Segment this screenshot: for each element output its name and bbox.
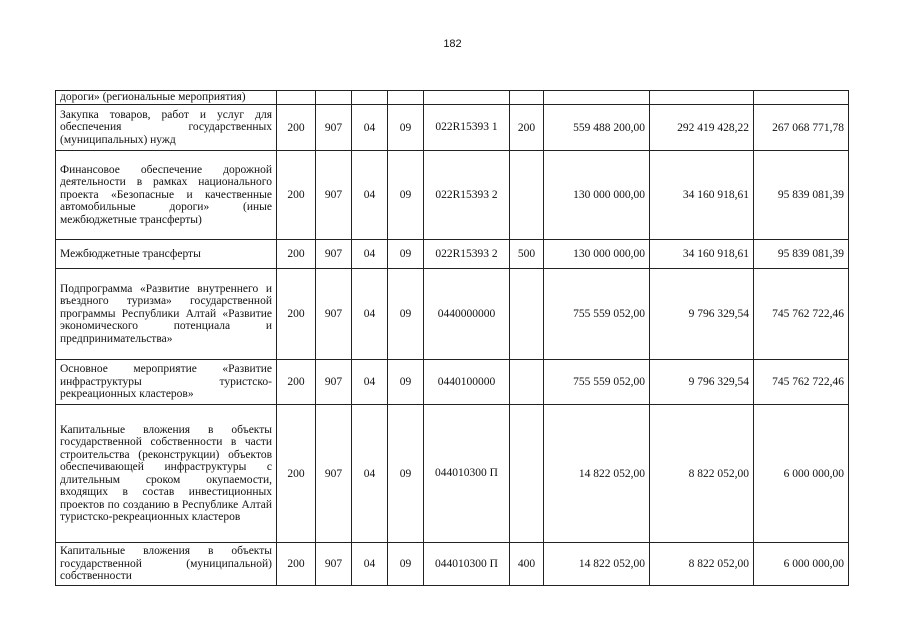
cell-glava: 200 [277,105,316,151]
table-row [56,269,849,360]
cell-sum3: 6 000 000,00 [754,543,849,586]
table-row [56,405,849,543]
cell-rz: 04 [352,543,388,586]
row-name: дороги» (региональные мероприятия) [56,91,277,105]
cell-csr: 0440000000 [424,269,510,360]
cell-vr [510,405,544,543]
cell-code: 907 [316,105,352,151]
cell-glava: 200 [277,543,316,586]
cell-code: 907 [316,360,352,405]
page-number: 182 [443,38,462,50]
cell-rz [352,91,388,105]
cell-vr [510,269,544,360]
cell-vr [510,91,544,105]
row-name: Подпрограмма «Развитие внутреннего и въездного туризма» государственной программы Республики Алтай «Развитие экономического потенциала и предпринимательства» [56,269,277,360]
cell-sum1: 130 000 000,00 [544,151,650,240]
cell-sum3 [754,91,849,105]
cell-csr: 044010300 П [424,543,510,586]
cell-glava: 200 [277,360,316,405]
cell-glava: 200 [277,151,316,240]
cell-code: 907 [316,405,352,543]
cell-vr [510,151,544,240]
cell-rz: 04 [352,105,388,151]
cell-code: 907 [316,151,352,240]
cell-pr: 09 [388,360,424,405]
cell-pr: 09 [388,240,424,269]
cell-glava: 200 [277,405,316,543]
cell-vr: 200 [510,105,544,151]
cell-rz: 04 [352,151,388,240]
cell-sum1: 14 822 052,00 [544,543,650,586]
cell-rz: 04 [352,360,388,405]
cell-vr [510,360,544,405]
row-name: Закупка товаров, работ и услуг для обеспечения государственных (муниципальных) нужд [56,105,277,151]
cell-rz: 04 [352,240,388,269]
cell-code: 907 [316,269,352,360]
row-name: Капитальные вложения в объекты государственной собственности в части строительства (реконструкции) объектов обеспечивающей инфраструктуры с длительным сроком окупаемости, входящих в состав инвестиционных проектов по созданию в Республике Алтай туристско-рекреационных кластеров [56,405,277,543]
cell-pr: 09 [388,105,424,151]
cell-code [316,91,352,105]
cell-sum1: 14 822 052,00 [544,405,650,543]
cell-sum2: 292 419 428,22 [650,105,754,151]
table-row [56,105,849,151]
cell-glava: 200 [277,269,316,360]
cell-glava [277,91,316,105]
table-row [56,543,849,586]
cell-sum2: 9 796 329,54 [650,360,754,405]
table-row [56,240,849,269]
cell-sum2: 34 160 918,61 [650,240,754,269]
budget-table [55,90,849,586]
cell-pr [388,91,424,105]
cell-sum3: 745 762 722,46 [754,360,849,405]
cell-sum3: 95 839 081,39 [754,151,849,240]
cell-pr: 09 [388,151,424,240]
cell-rz: 04 [352,405,388,543]
cell-sum3: 95 839 081,39 [754,240,849,269]
cell-sum1 [544,91,650,105]
cell-sum2: 9 796 329,54 [650,269,754,360]
row-name: Капитальные вложения в объекты государственной (муниципальной) собственности [56,543,277,586]
cell-pr: 09 [388,543,424,586]
cell-sum2 [650,91,754,105]
table-row [56,151,849,240]
cell-csr: 0440100000 [424,360,510,405]
cell-sum1: 559 488 200,00 [544,105,650,151]
row-name: Основное мероприятие «Развитие инфраструктуры туристско-рекреационных кластеров» [56,360,277,405]
cell-csr: 022R15393 2 [424,151,510,240]
cell-vr: 400 [510,543,544,586]
table-row [56,360,849,405]
cell-sum1: 755 559 052,00 [544,360,650,405]
cell-csr [424,91,510,105]
cell-pr: 09 [388,269,424,360]
cell-vr: 500 [510,240,544,269]
cell-sum2: 34 160 918,61 [650,151,754,240]
cell-csr: 022R15393 1 [424,105,510,151]
cell-code: 907 [316,543,352,586]
cell-csr: 022R15393 2 [424,240,510,269]
row-name: Межбюджетные трансферты [56,240,277,269]
row-name: Финансовое обеспечение дорожной деятельности в рамках национального проекта «Безопасные и качественные автомобильные дороги» (иные межбюджетные трансферты) [56,151,277,240]
cell-glava: 200 [277,240,316,269]
cell-csr: 044010300 П [424,405,510,543]
cell-sum1: 755 559 052,00 [544,269,650,360]
cell-rz: 04 [352,269,388,360]
cell-pr: 09 [388,405,424,543]
cell-sum1: 130 000 000,00 [544,240,650,269]
cell-sum3: 267 068 771,78 [754,105,849,151]
cell-sum3: 745 762 722,46 [754,269,849,360]
cell-sum3: 6 000 000,00 [754,405,849,543]
cell-code: 907 [316,240,352,269]
cell-sum2: 8 822 052,00 [650,405,754,543]
cell-sum2: 8 822 052,00 [650,543,754,586]
table-row [56,91,849,105]
